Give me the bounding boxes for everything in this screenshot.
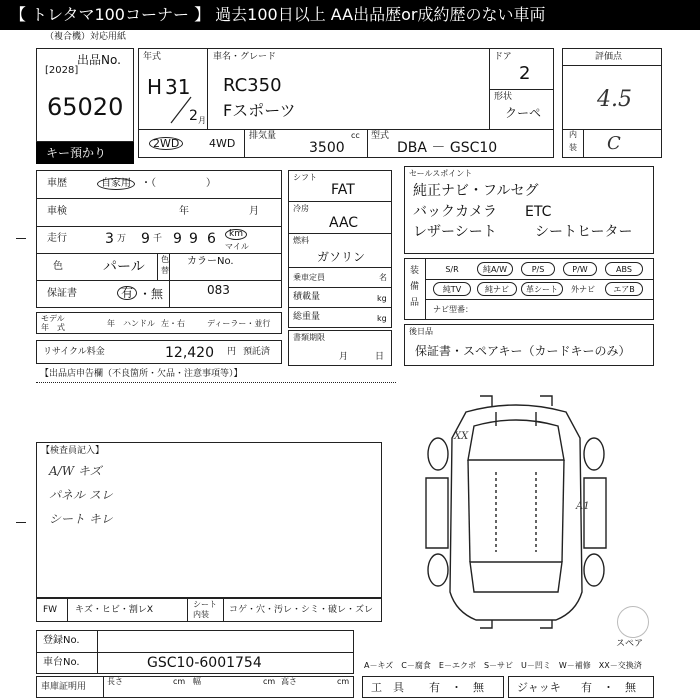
note-1: A/W キズ: [49, 464, 102, 478]
type-code-value: DBA － GSC10: [397, 140, 498, 156]
lot-number: 65020: [47, 93, 124, 121]
recycle-value: 12,420: [165, 345, 214, 361]
score-label: 評価点: [595, 52, 623, 62]
displacement-label: 排気量: [249, 131, 277, 141]
year-value: 31: [165, 75, 191, 99]
fuel-value: ガソリン: [317, 250, 366, 264]
equip-ext-navi: 外ナビ: [571, 285, 595, 294]
mark-a1: A1: [576, 501, 590, 512]
chassis-box: 登録No. 車台No. GSC10-6001754: [36, 630, 354, 674]
later-items: 後日品 保証書・スペアキー（カードキーのみ）: [404, 324, 654, 366]
mileage-km: km: [225, 229, 247, 240]
banner-text: 【 トレタマ100コーナー 】 過去100日以上 AA出品歴or成約歴のない車両: [10, 5, 546, 24]
cert-row: 車庫証明用 長さ cm 幅 cm 高さ cm: [36, 676, 354, 698]
recycle-box: リサイクル料金 12,420 円 預託済: [36, 340, 282, 364]
note-3: シート キレ: [49, 512, 113, 526]
model-grade: Fスポーツ: [223, 101, 296, 120]
year-era: H: [147, 75, 163, 99]
car-diagram: [396, 392, 636, 632]
equip-leather: 革シート: [521, 282, 563, 296]
inspector-box: 【検査員記入】 A/W キズ パネル スレ シート キレ: [36, 442, 382, 598]
drive-4wd: 4WD: [209, 137, 236, 150]
body-type-value: クーペ: [505, 106, 542, 120]
model-name: RC350: [223, 75, 282, 96]
equip-sr: S/R: [445, 265, 459, 274]
lot-code: [2028]: [45, 65, 79, 76]
score-value: 4.5: [597, 87, 632, 112]
interior-value: C: [607, 133, 621, 154]
top-info: 年式 H 31 2 月 車名・グレード RC350 Fスポーツ ドア 2 形状 クーペ 2WD 4WD 排気量 cc 3500 型式 DBA － GSC10: [138, 48, 554, 158]
model-year-row: モデル 年 式 年 ハンドル 左・右 ディーラー・並行: [36, 312, 282, 334]
model-label: 車名・グレード: [213, 52, 277, 62]
registration-box: 書類期限 月 日: [288, 330, 392, 366]
drive-2wd: 2WD: [149, 137, 183, 150]
fw-row: FW キズ・ヒビ・割レX シート 内装 コゲ・穴・汚レ・シミ・破レ・ズレ: [36, 598, 382, 622]
shift-value: FAT: [331, 182, 355, 198]
score-box: 評価点 4.5 内 装 C: [562, 48, 662, 158]
punch-mark: [16, 522, 26, 523]
equip-airbag: エアB: [605, 282, 643, 296]
chassis-value: GSC10-6001754: [147, 655, 262, 671]
ac-value: AAC: [329, 215, 359, 231]
warranty-yes: 有: [117, 286, 137, 300]
equip-pw: P/W: [563, 262, 597, 276]
equip-aw: 純A/W: [477, 262, 513, 276]
tools-box: 工 具 有 ・ 無: [362, 676, 504, 698]
lot-box: [36, 48, 134, 142]
color-value: パール: [103, 259, 145, 275]
note-2: パネル スレ: [49, 488, 113, 502]
equipment-box: 装 備 品 S/R 純A/W P/S P/W ABS 純TV 純ナビ 革シート 外ナビ エアB ナビ型番：: [404, 258, 654, 320]
jack-box: ジャッキ 有 ・ 無: [508, 676, 654, 698]
punch-mark: [16, 238, 26, 239]
legend: A－キズ C－腐食 E－エクボ S－サビ U－凹ミ W－補修 XX－交換済: [364, 661, 642, 670]
color-no-value: 083: [207, 283, 230, 297]
doors-value: 2: [519, 63, 531, 84]
top-note: （複合機）対応用紙: [45, 32, 127, 42]
banner: [0, 0, 700, 30]
lot-label: 出品No.: [77, 53, 121, 67]
year-label: 年式: [143, 52, 162, 62]
doors-label: ドア: [494, 52, 512, 62]
displacement-value: 3500: [309, 140, 345, 156]
seller-note-label: 【出品店申告欄（不良箇所・欠品・注意事項等）】: [40, 369, 243, 379]
mark-xx: XX: [454, 431, 469, 442]
vehicle-details: 車歴 自家用 ・（ ） 車検 年 月 走行 3 万 9 千 9 9 6 km マイル 色 パール 色 替 カラーNo. 083 保証書 有 ・無: [36, 170, 282, 308]
type-code-label: 型式: [371, 131, 390, 141]
equip-ps: P/S: [521, 262, 555, 276]
equip-tv: 純TV: [433, 282, 471, 296]
year-month: 2: [189, 108, 198, 124]
equip-abs: ABS: [605, 262, 643, 276]
history-value: 自家用: [97, 178, 135, 190]
body-type-label: 形状: [494, 92, 513, 102]
key-badge: キー預かり: [36, 142, 134, 164]
spec-box: シフト FAT 冷房 AAC 燃料 ガソリン 乗車定員 名 積載量 kg 総重量 kg: [288, 170, 392, 328]
equip-navi: 純ナビ: [477, 282, 517, 296]
spare-label: スペア: [616, 639, 644, 649]
spare-tire-icon: [617, 606, 649, 638]
sales-points: セールスポイント 純正ナビ・フルセグ バックカメラ ETC レザーシート シートヒーター: [404, 166, 654, 254]
